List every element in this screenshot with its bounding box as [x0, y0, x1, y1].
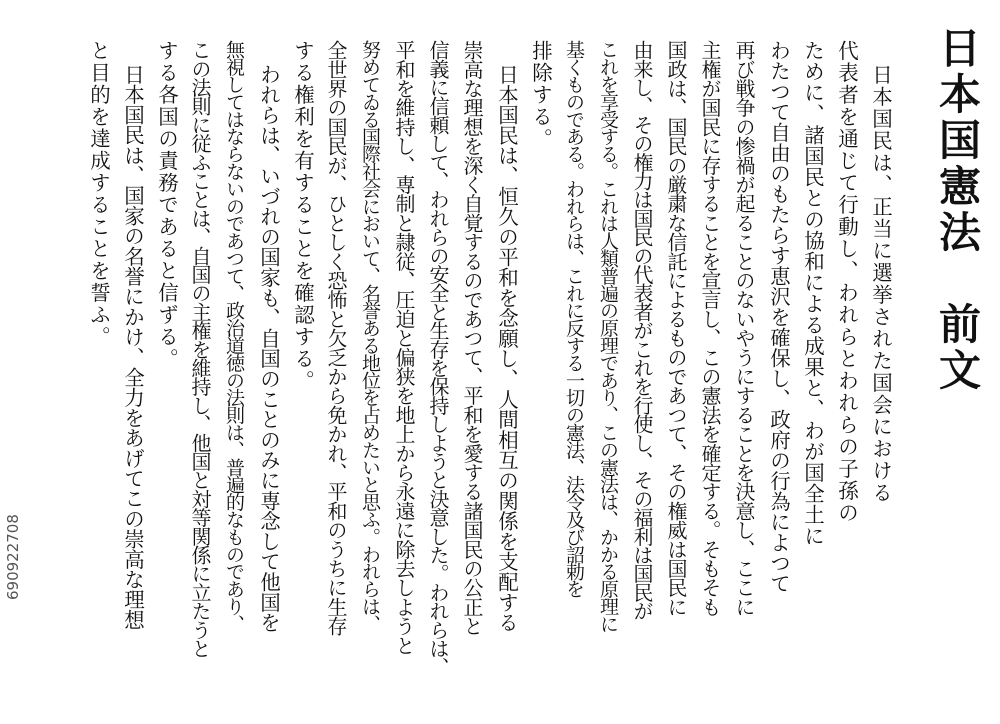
text-column: 崇高な理想を深く自覚するのであつて、平和を愛する諸国民の公正と — [460, 40, 484, 636]
text-column: これを享受する。これは人類普遍の原理であり、この憲法は、かかる原理に — [597, 40, 619, 632]
text-column: 信義に信頼して、われらの安全と生存を保持しようと決意した。われらは、 — [426, 40, 450, 676]
text-column: 再び戦争の惨禍が起ることのないやうにすることを決意し、ここに — [732, 40, 756, 617]
text-column: 日本国民は、恒久の平和を念願し、人間相互の関係を支配する — [494, 64, 519, 633]
text-column: する権利を有することを確認する。 — [290, 40, 315, 392]
text-column: 日本国民は、国家の名誉にかけ、全力をあげてこの崇高な理想 — [120, 64, 145, 630]
text-column: 日本国民は、正当に選挙された国会における — [868, 64, 893, 504]
text-column: 基くものである。われらは、これに反する一切の憲法、法令及び詔勅を — [563, 40, 585, 597]
text-column: 全世界の国民が、ひとしく恐怖と欠乏から免かれ、平和のうちに生存 — [324, 40, 348, 636]
text-column: 平和を維持し、専制と隷従、圧迫と偏狭を地上から永遠に除去しようと — [392, 40, 416, 655]
text-column: 主権が国民に存することを宣言し、この憲法を確定する。そもそも — [698, 40, 722, 617]
text-column: われらは、いづれの国家も、自国のことのみに専念して他国を — [256, 64, 281, 633]
text-column: 由来し、その権力は国民の代表者がこれを行使し、その福利は国民が — [630, 40, 654, 620]
text-column: 無視してはならないのであつて、政治道徳の法則は、普遍的なものであり、 — [223, 40, 245, 632]
text-column: 国政は、国民の厳粛な信託によるものであつて、その権威は国民に — [664, 40, 688, 617]
document-title: 日本国憲法 — [933, 26, 982, 256]
text-column: 努めてゐる国際社会において、名誉ある地位を占めたいと思ふ。われらは、 — [359, 40, 381, 632]
document-subtitle: 前文 — [933, 302, 982, 394]
text-column: と目的を達成することを誓ふ。 — [86, 40, 111, 348]
text-column: 代表者を通じて行動し、われらとわれらの子孫の — [834, 40, 859, 524]
text-column: ために、諸国民との協和による成果と、わが国全土に — [800, 40, 825, 547]
stock-id-watermark: 690922708 — [4, 514, 22, 600]
text-column: 排除する。 — [528, 40, 553, 150]
text-column: する各国の責務であると信ずる。 — [154, 40, 179, 370]
text-column: この法則に従ふことは、自国の主権を維持し、他国と対等関係に立たうと — [188, 40, 212, 658]
text-column: わたつて自由のもたらす恵沢を確保し、政府の行為によつて — [766, 40, 791, 594]
